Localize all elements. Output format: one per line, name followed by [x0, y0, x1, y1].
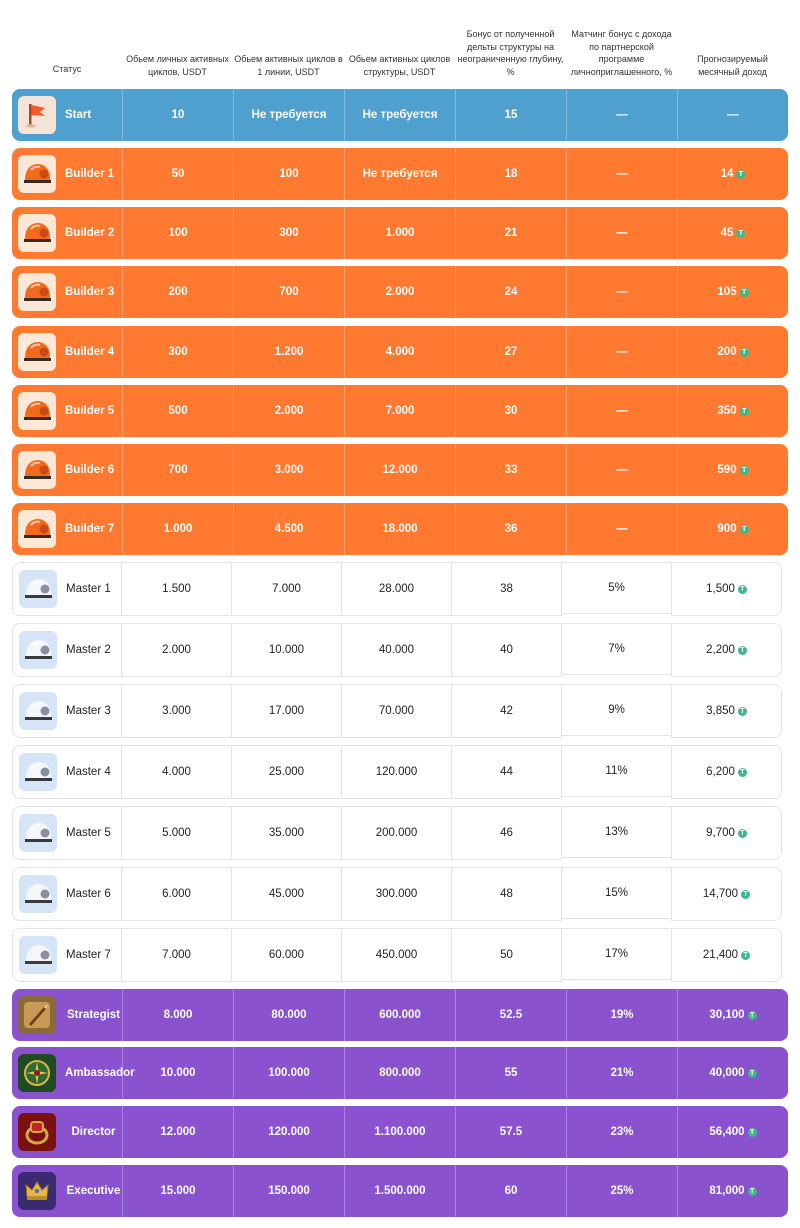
- structure-volume-cell: 18.000: [344, 503, 455, 555]
- header-matching-bonus: Матчинг бонус с дохода по партнерской программе личноприглашенного, %: [570, 29, 673, 77]
- compass-emblem-icon: [18, 1054, 56, 1092]
- status-name: Executive: [66, 1185, 121, 1197]
- header-delta-bonus: Бонус от полученной дельты структуры на неограниченную глубину, %: [457, 29, 564, 77]
- usdt-coin-icon: T: [738, 707, 747, 716]
- structure-volume-cell: 4.000: [344, 326, 455, 378]
- monthly-income-cell: [671, 745, 782, 799]
- income-value: 200: [717, 346, 737, 358]
- usdt-coin-icon: T: [740, 466, 749, 475]
- line1-volume-cell: 700: [233, 266, 344, 318]
- income-value: 900: [717, 523, 737, 535]
- personal-volume-cell: 5.000: [121, 806, 232, 860]
- personal-volume-cell: 100: [122, 207, 233, 259]
- matching-bonus-cell: 21%: [566, 1047, 677, 1099]
- usdt-coin-icon: T: [736, 170, 745, 179]
- structure-volume-cell: 40.000: [341, 623, 452, 677]
- delta-bonus-cell: 36: [455, 503, 566, 555]
- delta-bonus-cell: 38: [451, 562, 562, 616]
- personal-volume-cell: 1.500: [121, 562, 232, 616]
- income-value: 2,200: [706, 644, 735, 656]
- delta-bonus-cell: 33: [455, 444, 566, 496]
- income-value: 14: [720, 168, 734, 180]
- usdt-coin-icon: T: [741, 951, 750, 960]
- monthly-income-cell: [677, 1165, 788, 1217]
- status-cell: [12, 444, 122, 496]
- usdt-coin-icon: T: [740, 525, 749, 534]
- table-row: [12, 1165, 788, 1217]
- structure-volume-cell: 120.000: [341, 745, 452, 799]
- helmet-shape: [22, 161, 52, 187]
- white-helmet-icon: [19, 814, 57, 852]
- line1-volume-cell: 35.000: [231, 806, 342, 860]
- income-value: 6,200: [706, 766, 735, 778]
- structure-volume-cell: 450.000: [341, 928, 452, 982]
- monthly-income-cell: [677, 326, 788, 378]
- white-helmet-icon: [19, 570, 57, 608]
- usdt-coin-icon: T: [741, 890, 750, 899]
- structure-volume-cell: 2.000: [344, 266, 455, 318]
- helmet-shape: [23, 698, 53, 724]
- crown-icon: [18, 1172, 56, 1210]
- monthly-income-cell: [677, 444, 788, 496]
- status-name: Strategist: [66, 1009, 121, 1021]
- delta-bonus-cell: 21: [455, 207, 566, 259]
- monthly-income-cell: [677, 503, 788, 555]
- status-cell: [12, 867, 122, 921]
- line1-volume-cell: 60.000: [231, 928, 342, 982]
- helmet-shape: [22, 220, 52, 246]
- table-row: [12, 266, 788, 318]
- white-helmet-icon: [19, 875, 57, 913]
- personal-volume-cell: 200: [122, 266, 233, 318]
- delta-bonus-cell: 42: [451, 684, 562, 738]
- monthly-income-cell: [677, 148, 788, 200]
- status-name: Builder 6: [65, 464, 115, 476]
- white-helmet-icon: [19, 936, 57, 974]
- table-row: [12, 89, 788, 141]
- structure-volume-cell: 800.000: [344, 1047, 455, 1099]
- helmet-shape: [22, 279, 52, 305]
- personal-volume-cell: 7.000: [121, 928, 232, 982]
- delta-bonus-cell: 55: [455, 1047, 566, 1099]
- line1-volume-cell: 100: [233, 148, 344, 200]
- income-value: 45: [720, 227, 734, 239]
- status-name: Master 6: [66, 888, 111, 900]
- status-cell: [12, 989, 122, 1041]
- helmet-shape: [23, 942, 53, 968]
- delta-bonus-cell: 44: [451, 745, 562, 799]
- income-value: 14,700: [702, 888, 739, 900]
- line1-volume-cell: 45.000: [231, 867, 342, 921]
- income-value: 21,400: [702, 949, 739, 961]
- helmet-shape: [23, 820, 53, 846]
- status-name: Builder 5: [65, 405, 115, 417]
- delta-bonus-cell: 52.5: [455, 989, 566, 1041]
- income-value: 30,100: [709, 1009, 745, 1021]
- delta-bonus-cell: 48: [451, 867, 562, 921]
- monthly-income-cell: [671, 867, 782, 921]
- structure-volume-cell: 70.000: [341, 684, 452, 738]
- usdt-coin-icon: T: [740, 288, 749, 297]
- usdt-coin-icon: T: [748, 1011, 757, 1020]
- status-cell: [12, 806, 122, 860]
- structure-volume-cell: 12.000: [344, 444, 455, 496]
- flag-icon: [18, 96, 56, 134]
- quill-pen-icon: [18, 996, 56, 1034]
- status-name: Builder 7: [65, 523, 115, 535]
- income-value: 9,700: [706, 827, 735, 839]
- delta-bonus-cell: 46: [451, 806, 562, 860]
- monthly-income-cell: [677, 266, 788, 318]
- monthly-income-cell: [671, 684, 782, 738]
- personal-volume-cell: 15.000: [122, 1165, 233, 1217]
- status-cell: [12, 89, 122, 141]
- usdt-coin-icon: T: [748, 1069, 757, 1078]
- structure-volume-cell: 1.100.000: [344, 1106, 455, 1158]
- delta-bonus-cell: 57.5: [455, 1106, 566, 1158]
- usdt-coin-icon: T: [740, 348, 749, 357]
- matching-bonus-cell: —: [566, 444, 677, 496]
- matching-bonus-cell: 15%: [561, 867, 672, 919]
- matching-bonus-cell: —: [566, 207, 677, 259]
- usdt-coin-icon: T: [736, 229, 745, 238]
- structure-volume-cell: Не требуется: [344, 89, 455, 141]
- status-name: Master 3: [66, 705, 111, 717]
- matching-bonus-cell: 19%: [566, 989, 677, 1041]
- personal-volume-cell: 300: [122, 326, 233, 378]
- status-name: Master 1: [66, 583, 111, 595]
- status-name: Master 2: [66, 644, 111, 656]
- personal-volume-cell: 1.000: [122, 503, 233, 555]
- income-value: 81,000: [709, 1185, 745, 1197]
- helmet-shape: [23, 576, 53, 602]
- helmet-shape: [22, 398, 52, 424]
- personal-volume-cell: 8.000: [122, 989, 233, 1041]
- table-row: [12, 148, 788, 200]
- white-helmet-icon: [19, 753, 57, 791]
- delta-bonus-cell: 30: [455, 385, 566, 437]
- status-cell: [12, 623, 122, 677]
- table-row: [12, 326, 788, 378]
- status-cell: [12, 684, 122, 738]
- status-cell: [12, 148, 122, 200]
- table-row: [12, 1106, 788, 1158]
- matching-bonus-cell: 25%: [566, 1165, 677, 1217]
- personal-volume-cell: 10.000: [122, 1047, 233, 1099]
- personal-volume-cell: 3.000: [121, 684, 232, 738]
- line1-volume-cell: 1.200: [233, 326, 344, 378]
- line1-volume-cell: 100.000: [233, 1047, 344, 1099]
- helmet-shape: [22, 457, 52, 483]
- income-value: 590: [717, 464, 737, 476]
- matching-bonus-cell: 17%: [561, 928, 672, 980]
- personal-volume-cell: 2.000: [121, 623, 232, 677]
- status-cell: [12, 385, 122, 437]
- usdt-coin-icon: T: [738, 768, 747, 777]
- table-row: [12, 623, 788, 677]
- usdt-coin-icon: T: [740, 407, 749, 416]
- delta-bonus-cell: 40: [451, 623, 562, 677]
- line1-volume-cell: 80.000: [233, 989, 344, 1041]
- line1-volume-cell: 4.500: [233, 503, 344, 555]
- matching-bonus-cell: —: [566, 89, 677, 141]
- helmet-shape: [23, 881, 53, 907]
- monthly-income-cell: [677, 1047, 788, 1099]
- table-row: [12, 867, 788, 921]
- status-cell: [12, 1165, 122, 1217]
- personal-volume-cell: 500: [122, 385, 233, 437]
- status-name: Director: [71, 1126, 116, 1138]
- structure-volume-cell: 200.000: [341, 806, 452, 860]
- status-name: Builder 4: [65, 346, 115, 358]
- header-monthly-income: Прогнозируемый месячный доход: [697, 54, 768, 77]
- matching-bonus-cell: 23%: [566, 1106, 677, 1158]
- personal-volume-cell: 700: [122, 444, 233, 496]
- orange-helmet-icon: [18, 155, 56, 193]
- table-header: [12, 0, 788, 84]
- line1-volume-cell: 10.000: [231, 623, 342, 677]
- white-helmet-icon: [19, 692, 57, 730]
- income-value: 56,400: [709, 1126, 745, 1138]
- matching-bonus-cell: 7%: [561, 623, 672, 675]
- usdt-coin-icon: T: [738, 829, 747, 838]
- line1-volume-cell: Не требуется: [233, 89, 344, 141]
- matching-bonus-cell: 13%: [561, 806, 672, 858]
- helmet-shape: [23, 759, 53, 785]
- structure-volume-cell: 1.500.000: [344, 1165, 455, 1217]
- matching-bonus-cell: —: [566, 503, 677, 555]
- monthly-income-cell: [677, 207, 788, 259]
- status-name: Start: [65, 109, 92, 121]
- helmet-shape: [23, 637, 53, 663]
- table-row: [12, 503, 788, 555]
- table-row: [12, 1047, 788, 1099]
- delta-bonus-cell: 27: [455, 326, 566, 378]
- structure-volume-cell: Не требуется: [344, 148, 455, 200]
- matching-bonus-cell: —: [566, 326, 677, 378]
- monthly-income-cell: [671, 562, 782, 616]
- delta-bonus-cell: 18: [455, 148, 566, 200]
- orange-helmet-icon: [18, 451, 56, 489]
- monthly-income-cell: [671, 928, 782, 982]
- signet-ring-icon: [18, 1113, 56, 1151]
- structure-volume-cell: 7.000: [344, 385, 455, 437]
- structure-volume-cell: 600.000: [344, 989, 455, 1041]
- matching-bonus-cell: 11%: [561, 745, 672, 797]
- usdt-coin-icon: T: [738, 585, 747, 594]
- line1-volume-cell: 150.000: [233, 1165, 344, 1217]
- status-cell: [12, 266, 122, 318]
- income-value: 3,850: [706, 705, 735, 717]
- monthly-income-cell: —: [677, 89, 788, 141]
- usdt-coin-icon: T: [738, 646, 747, 655]
- status-name: Builder 2: [65, 227, 115, 239]
- table-row: [12, 928, 788, 982]
- header-personal-volume: Обьем личных активных циклов, USDT: [126, 54, 229, 77]
- status-name: Master 7: [66, 949, 111, 961]
- line1-volume-cell: 300: [233, 207, 344, 259]
- line1-volume-cell: 17.000: [231, 684, 342, 738]
- personal-volume-cell: 10: [122, 89, 233, 141]
- status-cell: [12, 503, 122, 555]
- line1-volume-cell: 120.000: [233, 1106, 344, 1158]
- structure-volume-cell: 28.000: [341, 562, 452, 616]
- status-cell: [12, 326, 122, 378]
- delta-bonus-cell: 60: [455, 1165, 566, 1217]
- delta-bonus-cell: 24: [455, 266, 566, 318]
- header-line1-volume: Обьем активных циклов в 1 линии, USDT: [234, 54, 343, 77]
- table-row: [12, 444, 788, 496]
- status-cell: [12, 745, 122, 799]
- status-cell: [12, 928, 122, 982]
- helmet-shape: [22, 516, 52, 542]
- status-name: Master 4: [66, 766, 111, 778]
- matching-bonus-cell: 5%: [561, 562, 672, 614]
- monthly-income-cell: [677, 385, 788, 437]
- delta-bonus-cell: 15: [455, 89, 566, 141]
- status-name: Master 5: [66, 827, 111, 839]
- status-name: Builder 3: [65, 286, 115, 298]
- orange-helmet-icon: [18, 392, 56, 430]
- income-value: 105: [717, 286, 737, 298]
- matching-bonus-cell: —: [566, 148, 677, 200]
- helmet-shape: [22, 339, 52, 365]
- table-row: [12, 562, 788, 616]
- matching-bonus-cell: 9%: [561, 684, 672, 736]
- usdt-coin-icon: T: [748, 1187, 757, 1196]
- status-cell: [12, 1047, 135, 1099]
- table-row: [12, 684, 788, 738]
- personal-volume-cell: 4.000: [121, 745, 232, 799]
- matching-bonus-cell: —: [566, 385, 677, 437]
- header-structure-volume: Обьем активных циклов структуры, USDT: [348, 54, 451, 77]
- monthly-income-cell: [671, 806, 782, 860]
- status-cell: [12, 207, 122, 259]
- status-cell: [12, 1106, 122, 1158]
- orange-helmet-icon: [18, 273, 56, 311]
- status-name: Ambassador: [65, 1067, 135, 1079]
- usdt-coin-icon: T: [748, 1128, 757, 1137]
- income-value: 350: [717, 405, 737, 417]
- header-status: Статус: [52, 63, 82, 74]
- monthly-income-cell: [677, 1106, 788, 1158]
- orange-helmet-icon: [18, 214, 56, 252]
- orange-helmet-icon: [18, 333, 56, 371]
- monthly-income-cell: [671, 623, 782, 677]
- structure-volume-cell: 1.000: [344, 207, 455, 259]
- line1-volume-cell: 3.000: [233, 444, 344, 496]
- table-row: [12, 806, 788, 860]
- structure-volume-cell: 300.000: [341, 867, 452, 921]
- personal-volume-cell: 6.000: [121, 867, 232, 921]
- line1-volume-cell: 7.000: [231, 562, 342, 616]
- white-helmet-icon: [19, 631, 57, 669]
- table-row: [12, 989, 788, 1041]
- income-value: 1,500: [706, 583, 735, 595]
- personal-volume-cell: 12.000: [122, 1106, 233, 1158]
- monthly-income-cell: [677, 989, 788, 1041]
- line1-volume-cell: 2.000: [233, 385, 344, 437]
- personal-volume-cell: 50: [122, 148, 233, 200]
- delta-bonus-cell: 50: [451, 928, 562, 982]
- status-cell: [12, 562, 122, 616]
- table-row: [12, 745, 788, 799]
- table-row: [12, 207, 788, 259]
- table-row: [12, 385, 788, 437]
- line1-volume-cell: 25.000: [231, 745, 342, 799]
- status-name: Builder 1: [65, 168, 115, 180]
- orange-helmet-icon: [18, 510, 56, 548]
- matching-bonus-cell: —: [566, 266, 677, 318]
- income-value: 40,000: [709, 1067, 745, 1079]
